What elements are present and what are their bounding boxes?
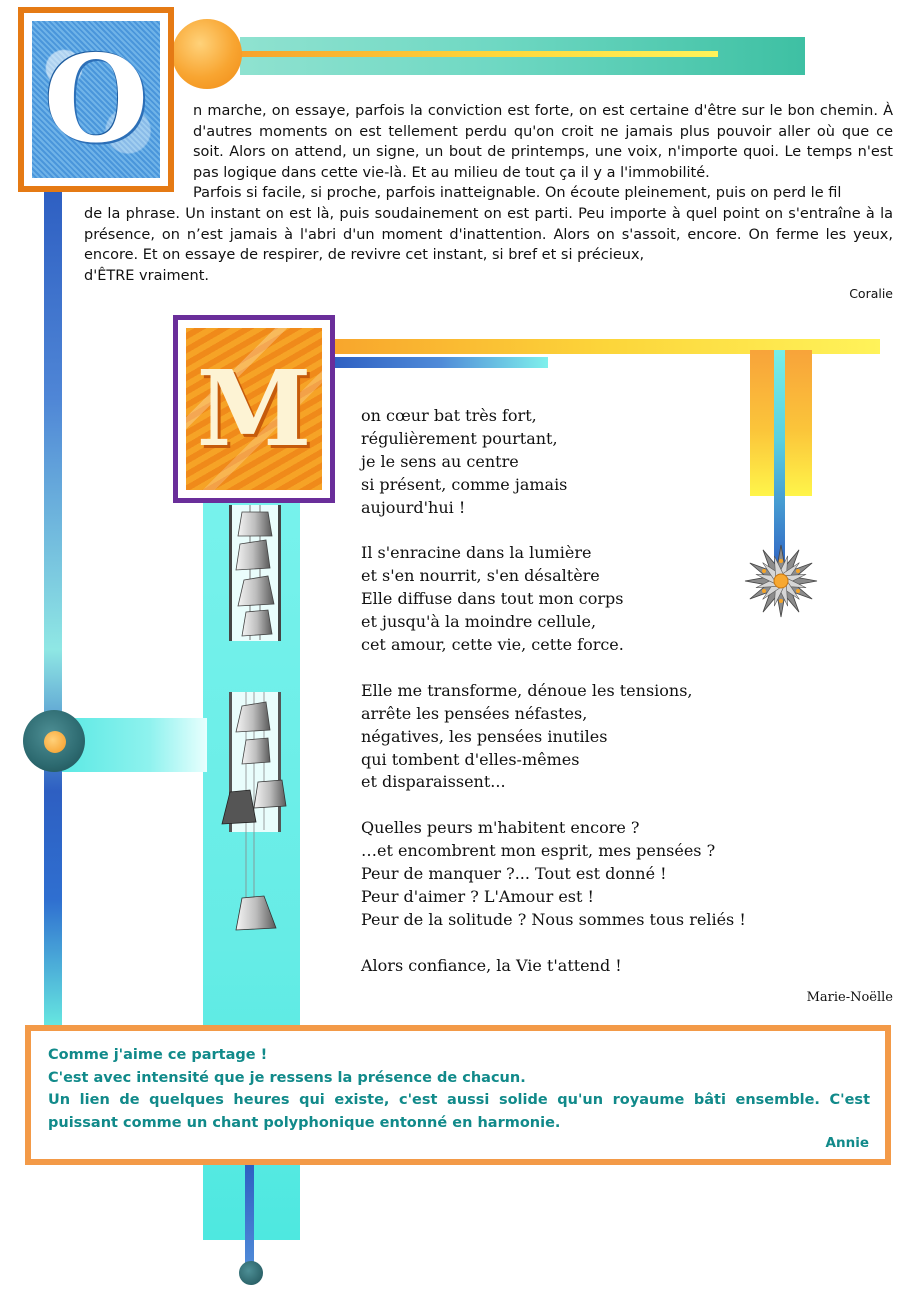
poem-stanza xyxy=(361,542,781,657)
bottom-thin-bar xyxy=(245,1165,254,1265)
poem-line: et s'en nourrit, s'en désaltère xyxy=(361,566,600,586)
stanza-gap xyxy=(361,932,781,955)
stanza-gap xyxy=(361,657,781,680)
poem-line: Elle diffuse dans tout mon corps xyxy=(361,589,624,609)
drop-cap-o xyxy=(18,7,174,192)
poem-line: Peur de la solitude ? Nous sommes tous reliés ! xyxy=(361,909,746,929)
poem-line: Peur de manquer ?... Tout est donné ! xyxy=(361,864,667,884)
drop-cap-m-background xyxy=(186,328,322,490)
stanza-gap xyxy=(361,520,781,543)
poem-line: Quelles peurs m'habitent encore ? xyxy=(361,818,640,838)
marie-noelle-poem xyxy=(361,405,781,978)
coralie-signature: Coralie xyxy=(849,286,893,301)
coralie-text-part2: Parfois si facile, si proche, parfois inatteignable. On écoute pleinement, puis on perd le fil xyxy=(193,185,842,201)
annie-signature: Annie xyxy=(825,1135,869,1151)
wind-chime-illustration xyxy=(220,500,290,935)
annie-quote-text xyxy=(48,1044,870,1134)
poem-line: …et encombrent mon esprit, mes pensées ? xyxy=(361,841,716,861)
poem-line: si présent, comme jamais xyxy=(361,474,568,494)
teal-orb-center xyxy=(44,731,66,753)
left-vertical-bar xyxy=(44,190,62,1025)
poem-line: cet amour, cette vie, cette force. xyxy=(361,635,624,655)
coralie-text-last-line: d'ÊTRE vraiment. xyxy=(84,268,210,284)
drop-cap-m xyxy=(173,315,335,503)
poem-line: on cœur bat très fort, xyxy=(361,406,537,425)
orange-orb xyxy=(172,19,242,89)
poem-stanza xyxy=(361,955,781,978)
poem-stanza xyxy=(361,680,781,795)
poem-line: Elle me transforme, dénoue les tensions, xyxy=(361,680,693,700)
annie-quote-box xyxy=(25,1025,891,1165)
top-bar-stripe xyxy=(240,51,718,57)
stanza-gap xyxy=(361,794,781,817)
annie-line-2: C'est avec intensité que je ressens la présence de chacun. xyxy=(48,1069,526,1086)
poem-line: arrête les pensées néfastes, xyxy=(361,703,588,723)
poem-line: négatives, les pensées inutiles xyxy=(361,726,608,746)
m-horizontal-bar-blue xyxy=(330,357,548,368)
poem-line: Peur d'aimer ? L'Amour est ! xyxy=(361,886,594,906)
drop-cap-m-letter: M xyxy=(196,347,312,470)
poem-line: et jusqu'à la moindre cellule, xyxy=(361,612,597,632)
poem-stanza xyxy=(361,405,781,520)
poem-line: régulièrement pourtant, xyxy=(361,428,558,448)
poem-line: aujourd'hui ! xyxy=(361,497,466,517)
poem-line: Alors confiance, la Vie t'attend ! xyxy=(361,955,622,975)
drop-cap-o-letter: O xyxy=(43,28,149,170)
marie-noelle-signature: Marie-Noëlle xyxy=(806,990,893,1005)
poem-line: qui tombent d'elles-mêmes xyxy=(361,749,580,769)
coralie-text-part1: n marche, on essaye, parfois la conviction est forte, on est certaine d'être sur le bon chemin. À d'autres moments on est tellement perdu qu'on croit ne jamais plus pouvoir aller où que ce soit. Alors on attend, un signe, un bout de printemps, une voix, n'importe quoi. Le temps n'est pas logique dans cette vie-là. Et au milieu de tout ça il y a l'immobilité. xyxy=(193,103,893,181)
annie-line-3: Un lien de quelques heures qui existe, c'est aussi solide qu'un royaume bâti ensemble. C'est puissant comme un chant polyphonique entonné en harmonie. xyxy=(48,1092,870,1131)
poem-stanza xyxy=(361,817,781,932)
annie-line-1: Comme j'aime ce partage ! xyxy=(48,1047,268,1063)
coralie-text-part3: de la phrase. Un instant on est là, puis soudainement on est parti. Peu importe à quel point on s'entraîne à la présence, on n’est jamais à l'abri d'un moment d'inattention. Alors on s'assoit, encore. On ferme les yeux, encore. Et on essaye de respirer, de revivre cet instant, si bref et si précieux, xyxy=(84,206,893,263)
poem-line: je le sens au centre xyxy=(361,451,519,471)
poem-line: et disparaissent... xyxy=(361,772,506,792)
drop-cap-o-background xyxy=(32,21,160,178)
bottom-orb xyxy=(239,1261,263,1285)
poem-line: Il s'enracine dans la lumière xyxy=(361,543,592,563)
